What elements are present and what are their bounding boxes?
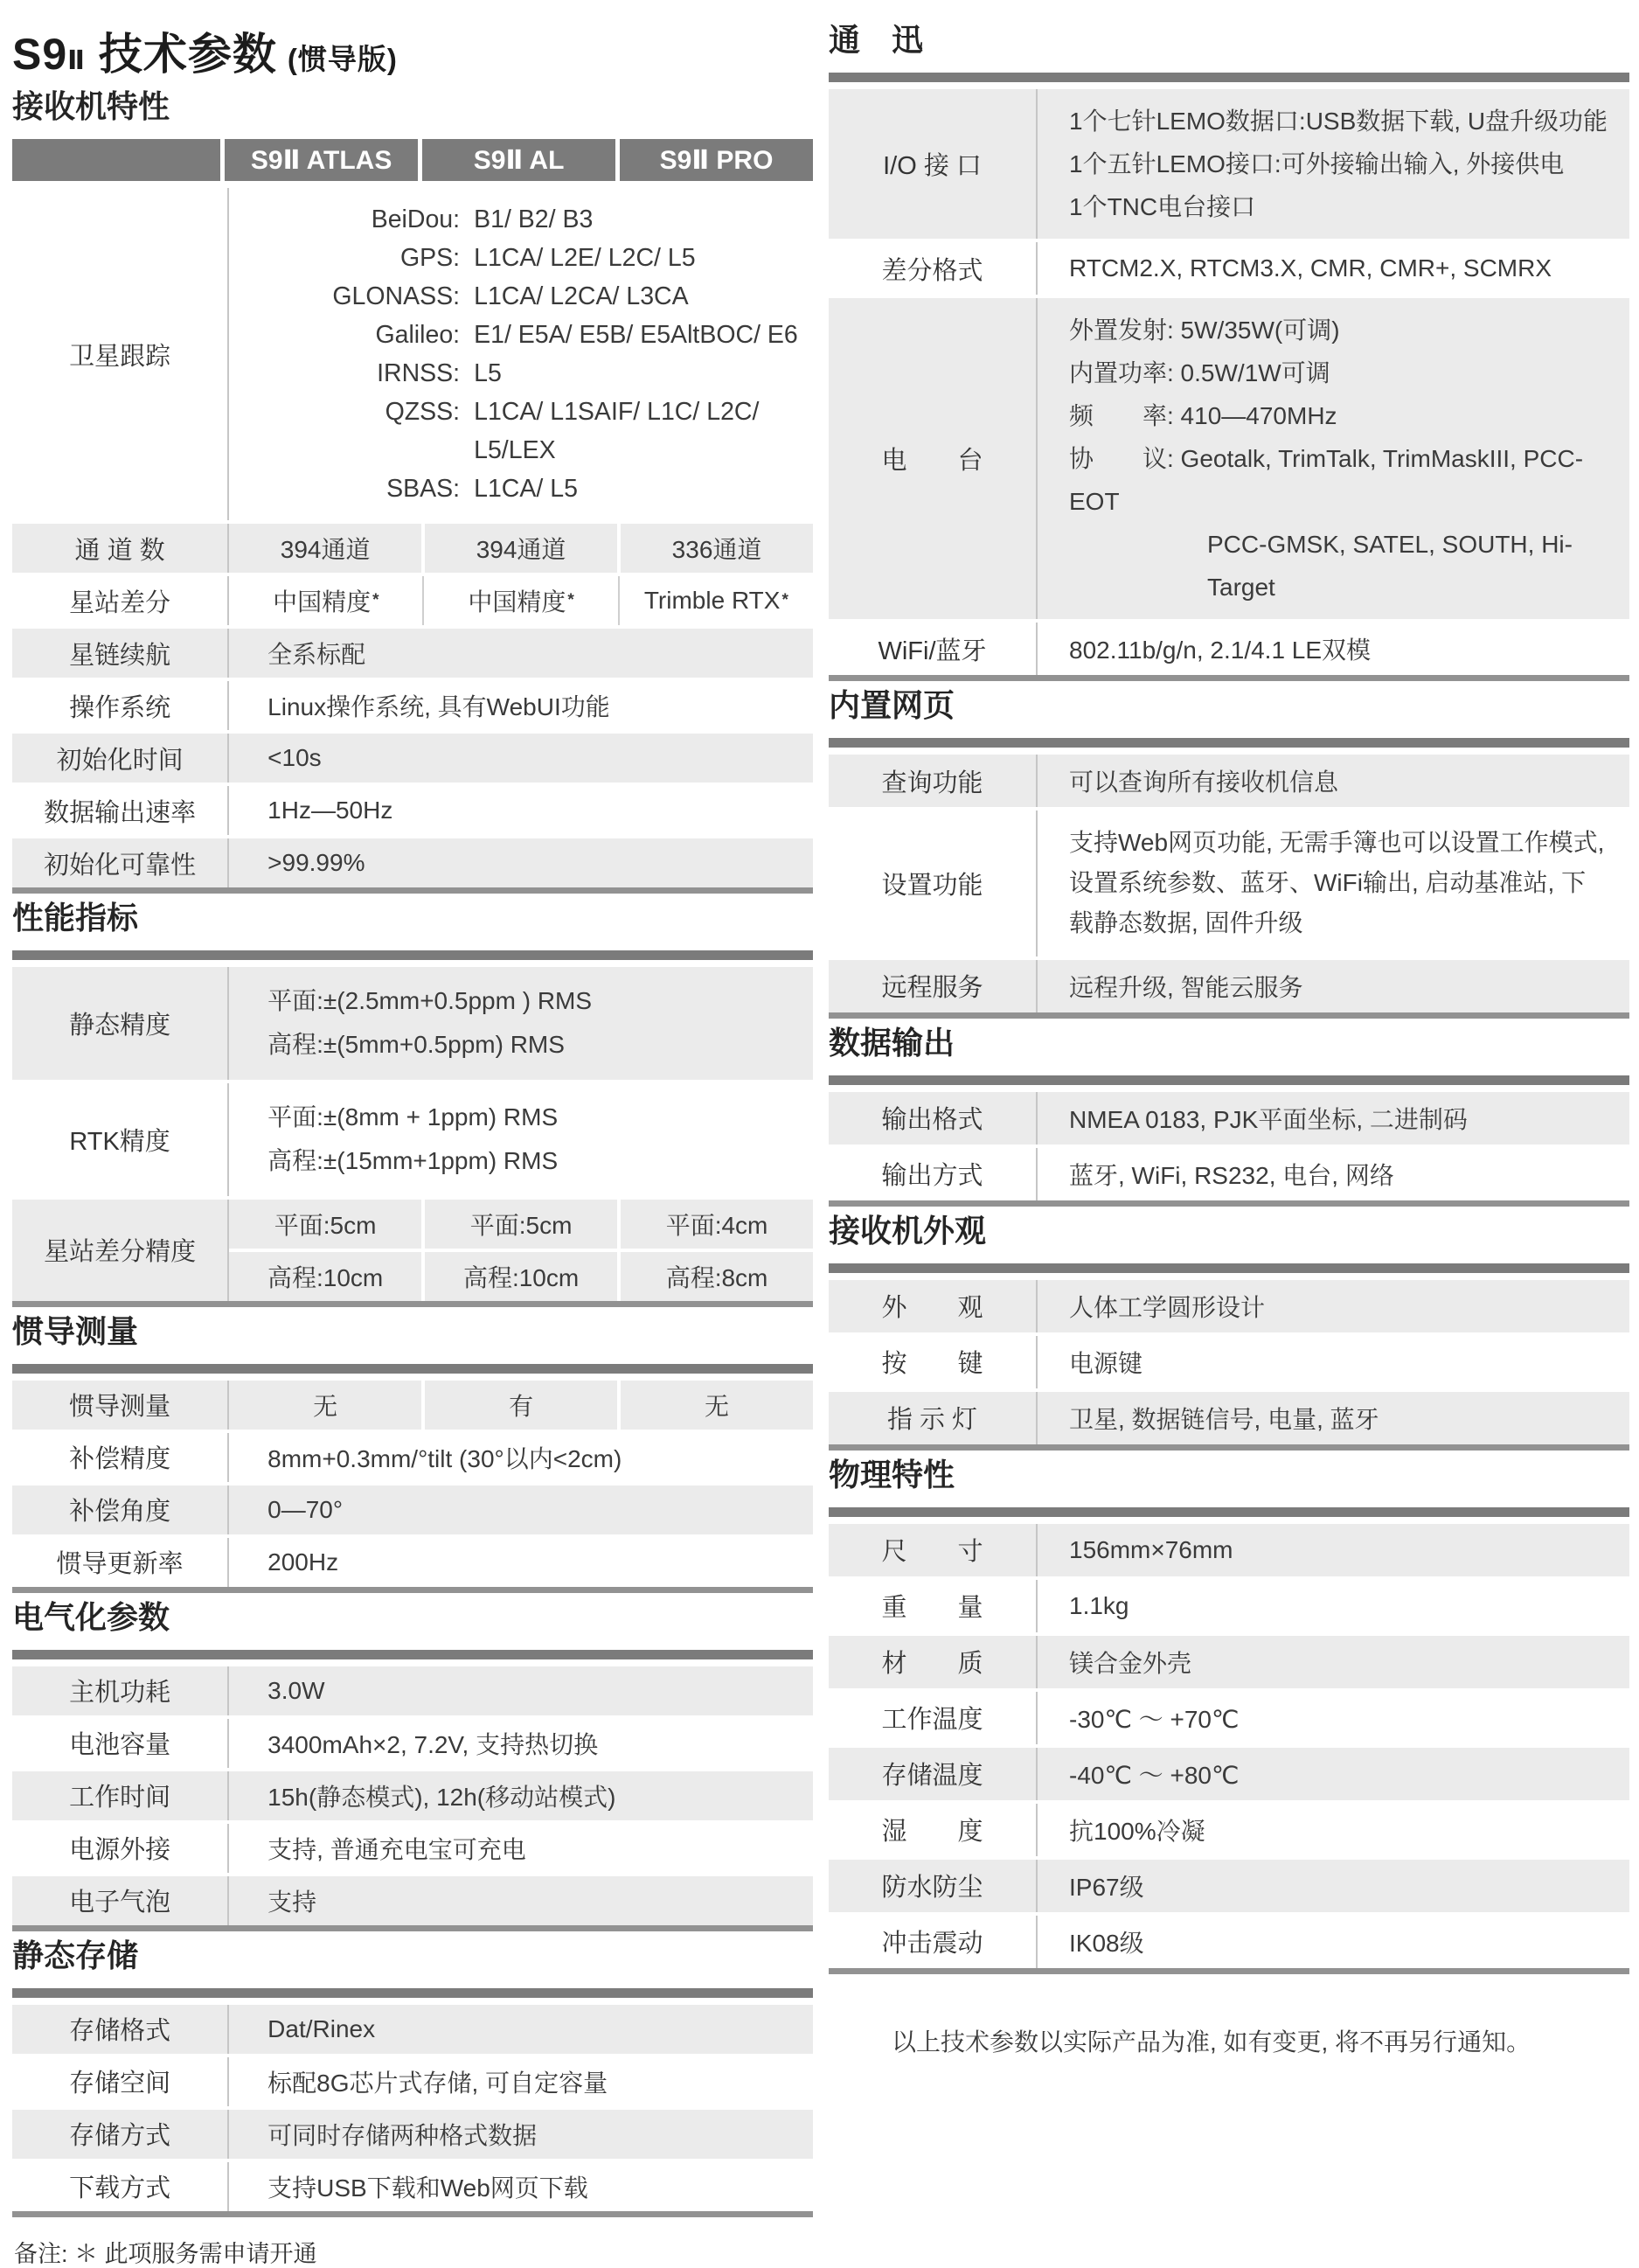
section-heading-storage: 静态存储 [12,1937,139,1973]
row-label: 工作温度 [881,1706,983,1735]
table-row [829,1388,1629,1444]
section-heading-imu: 惯导测量 [12,1312,139,1349]
radio-line: 协 议: Geotalk, TrimTalk, TrimMaskIII, PCC-EOT [1069,445,1584,515]
row-label: 查询功能 [829,755,1036,807]
satellite-line [229,354,806,393]
row-label: 通 道 数 [12,524,227,573]
grid-cell: 高程:8cm [617,1252,813,1301]
value-text: 中国精度 [468,588,566,616]
row-label: 差分格式 [881,256,983,285]
row-label: 外 观 [829,1280,1036,1332]
row-label: 输出方式 [881,1162,983,1191]
table-row [829,1744,1629,1800]
row-label: 补偿角度 [12,1485,227,1534]
satellite-line [229,200,806,239]
table-row [12,1430,813,1482]
grid-cell: 平面:4cm [617,1200,813,1249]
row-label: 按 键 [881,1350,983,1379]
row-value: 支持, 普通充电宝可充电 [227,1824,813,1873]
header-model-al: S9Ⅱ AL [422,139,615,181]
title-roman-numeral: Ⅱ [67,46,86,75]
row-value: 抗100%冷凝 [1036,1804,1629,1856]
value-text: 中国精度 [273,588,372,616]
row-value: <10s [227,734,813,783]
satellite-bands: L5 [474,359,502,387]
header-blank-cell [12,139,220,181]
row-label: 星站差分 [69,588,171,617]
sbas-diff-pro: Trimble RTX * [618,576,813,625]
header-model-pro: S9Ⅱ PRO [620,139,813,181]
row-value [227,967,813,1080]
table-row [12,1482,813,1534]
row-label: 电 台 [829,298,1036,619]
table-row [829,957,1629,1012]
satellite-line [229,393,806,470]
row-label: 电池容量 [69,1731,171,1760]
row-value: 1Hz—50Hz [227,786,813,835]
row-value: -40℃ ～ +80℃ [1036,1748,1629,1800]
section-heading-receiver: 接收机特性 [12,88,170,124]
row-value: RTCM2.X, RTCM3.X, CMR, CMR+, SCMRX [1036,242,1629,295]
row-value: 电源键 [1036,1336,1629,1388]
accuracy-line-vertical: 高程:±(5mm+0.5ppm) RMS [267,1031,565,1059]
table-row-rtk-accuracy [12,1080,813,1196]
row-value: >99.99% [227,838,813,887]
row-label: 星链续航 [12,629,227,678]
physical-table [829,1507,1629,1974]
row-label: 静态精度 [12,967,227,1080]
storage-table [12,1988,813,2217]
satellite-list [227,188,813,520]
title-model: S9 [12,30,68,79]
table-row [829,1277,1629,1332]
table-top-bar [829,1263,1629,1273]
row-value: 802.11b/g/n, 2.1/4.1 LE双模 [1036,623,1629,675]
table-row [829,1576,1629,1632]
table-row-imu-availability [12,1377,813,1430]
row-label: 重 量 [881,1594,983,1623]
row-label: 存储方式 [12,2110,227,2159]
row-label: 卫星跟踪 [69,342,171,371]
satellite-system: GLONASS: [332,282,461,310]
table-row-static-accuracy [12,964,813,1080]
section-heading-output: 数据输出 [829,1024,955,1061]
row-label: 存储格式 [12,2005,227,2054]
table-top-bar [829,73,1629,82]
row-label: 尺 寸 [829,1524,1036,1576]
row-label: 星站差分精度 [12,1200,227,1301]
grid-cell: 高程:10cm [421,1252,617,1301]
satellite-system: BeiDou: [371,205,461,233]
row-value: 0—70° [227,1485,813,1534]
table-row [829,1688,1629,1744]
table-top-bar [12,1650,813,1659]
table-top-bar [829,1507,1629,1517]
io-line: 1个七针LEMO数据口:USB数据下载, U盘升级功能 [1069,108,1608,135]
table-row [12,730,813,783]
row-value: Linux操作系统, 具有WebUI功能 [227,681,813,730]
table-row [12,2001,813,2054]
receiver-table [12,139,813,894]
grid-cell: 高程:10cm [229,1252,421,1301]
satellite-bands: L1CA/ L5 [474,475,578,503]
table-row [12,783,813,835]
table-top-bar [12,1988,813,1998]
table-row-sbas-diff [12,573,813,625]
row-value: 卫星, 数据链信号, 电量, 蓝牙 [1036,1392,1629,1444]
row-value: 8mm+0.3mm/°tilt (30°以内<2cm) [227,1433,813,1482]
row-label: 工作时间 [12,1771,227,1820]
sbas-accuracy-grid [227,1200,813,1301]
table-row [12,1534,813,1587]
row-label: I/O 接 口 [829,89,1036,239]
satellite-line [229,239,806,277]
row-value: 15h(静态模式), 12h(移动站模式) [227,1771,813,1820]
row-label: 下载方式 [69,2174,171,2203]
io-line: 1个五针LEMO接口:可外接输出输入, 外接供电 [1069,150,1565,177]
table-row [12,2054,813,2106]
table-row [829,1144,1629,1200]
comm-table [829,73,1629,681]
row-value: 可以查询所有接收机信息 [1036,755,1629,807]
row-label: 输出格式 [829,1092,1036,1144]
table-row [12,625,813,678]
row-label: 远程服务 [829,960,1036,1012]
row-value: 支持 [227,1876,813,1925]
table-row [12,2159,813,2211]
table-row-diff-format [829,239,1629,295]
satellite-system: QZSS: [385,398,461,426]
io-line: 1个TNC电台接口 [1069,193,1256,220]
row-value [227,1083,813,1196]
row-label: 指 示 灯 [829,1392,1036,1444]
row-value: 1.1kg [1036,1580,1629,1632]
sbas-accuracy-row-horizontal [229,1200,813,1249]
sbas-accuracy-row-vertical [229,1249,813,1301]
sbas-diff-al: 中国精度 * [422,576,617,625]
row-value: 200Hz [227,1538,813,1587]
satellite-bands: E1/ E5A/ E5B/ E5AltBOC/ E6 [474,321,798,349]
table-row-io [829,86,1629,239]
row-label: 冲击震动 [881,1930,983,1958]
grid-cell: 平面:5cm [229,1200,421,1249]
row-label: 操作系统 [69,693,171,722]
row-value: 3.0W [227,1666,813,1715]
left-column [12,19,813,2217]
appearance-table [829,1263,1629,1451]
section-heading-physical: 物理特性 [829,1456,955,1492]
table-row [12,1663,813,1715]
performance-table [12,950,813,1307]
accuracy-line-horizontal: 平面:±(2.5mm+0.5ppm ) RMS [267,987,593,1014]
accuracy-line-horizontal: 平面:±(8mm + 1ppm) RMS [267,1103,559,1131]
table-row [12,1820,813,1873]
row-label: 电子气泡 [12,1876,227,1925]
row-value: 可同时存储两种格式数据 [227,2110,813,2159]
satellite-line [229,470,806,508]
row-value: 镁合金外壳 [1036,1636,1629,1688]
table-row [829,751,1629,807]
row-label: 湿 度 [881,1818,983,1847]
satellite-line [229,277,806,316]
channels-pro: 336通道 [617,524,813,573]
row-label: 惯导测量 [12,1381,227,1430]
table-row [829,1856,1629,1912]
row-label: 补偿精度 [69,1445,171,1474]
satellite-line [229,316,806,354]
row-value: 3400mAh×2, 7.2V, 支持热切换 [227,1719,813,1768]
table-row [829,1800,1629,1856]
row-label: WiFi/蓝牙 [878,637,987,665]
table-row [12,678,813,730]
header-model-atlas: S9Ⅱ ATLAS [225,139,418,181]
satellite-bands: L1CA/ L2CA/ L3CA [474,282,689,310]
table-top-bar [12,950,813,960]
radio-line: 外置发射: 5W/35W(可调) [1069,317,1340,344]
row-label: 数据输出速率 [44,798,197,827]
row-value: 支持Web网页功能, 无需手簿也可以设置工作模式, 设置系统参数、蓝牙、WiFi输出, 启动基准站, 下载静态数据, 固件升级 [1036,810,1629,957]
footnote: 备注: ＊ 此项服务需申请开通 [14,2241,317,2267]
table-row-satellite-tracking [12,184,813,520]
row-label: 初始化时间 [12,734,227,783]
row-label: 电源外接 [69,1836,171,1865]
row-value: IP67级 [1036,1860,1629,1912]
web-table [829,738,1629,1019]
row-value: -30℃ ～ +70℃ [1036,1692,1629,1744]
title-main: 技术参数 [85,30,277,79]
satellite-system: SBAS: [386,475,461,503]
row-value [1036,298,1629,619]
radio-line: 内置功率: 0.5W/1W可调 [1069,359,1330,386]
imu-al: 有 [421,1381,617,1430]
table-row-wifi-bt [829,619,1629,675]
row-value: 156mm×76mm [1036,1524,1629,1576]
satellite-bands: L1CA/ L2E/ L2C/ L5 [474,244,696,272]
satellite-system: IRNSS: [377,359,461,387]
table-row [829,1089,1629,1144]
imu-table [12,1364,813,1593]
row-label: 设置功能 [881,871,983,900]
table-row [829,807,1629,957]
row-label: 惯导更新率 [56,1550,184,1579]
row-value: Dat/Rinex [227,2005,813,2054]
row-value: 支持USB下载和Web网页下载 [227,2162,813,2211]
output-table [829,1075,1629,1207]
channels-al: 394通道 [421,524,617,573]
table-row [12,835,813,887]
table-row [12,1715,813,1768]
section-heading-comm: 通 迅 [829,22,924,58]
row-value: 人体工学圆形设计 [1036,1280,1629,1332]
row-label: 初始化可靠性 [12,838,227,887]
satellite-bands: B1/ B2/ B3 [474,205,594,233]
row-value: IK08级 [1036,1916,1629,1968]
table-row [829,1332,1629,1388]
closing-note: 以上技术参数以实际产品为准, 如有变更, 将不再另行通知。 [892,2028,1531,2056]
table-top-bar [829,738,1629,748]
row-value: 蓝牙, WiFi, RS232, 电台, 网络 [1036,1148,1629,1200]
table-row-channels [12,520,813,573]
table-row [12,2106,813,2159]
satellite-system: GPS: [399,244,461,272]
right-column [829,16,1629,2058]
receiver-table-header [12,139,813,181]
electrical-table [12,1650,813,1931]
table-row [12,1768,813,1820]
section-heading-electrical: 电气化参数 [12,1598,170,1635]
section-heading-appearance: 接收机外观 [829,1212,987,1249]
table-row [829,1520,1629,1576]
section-heading-web: 内置网页 [829,687,955,723]
row-label: 主机功耗 [12,1666,227,1715]
row-label: 防水防尘 [829,1860,1036,1912]
radio-line: 频 率: 410—470MHz [1069,402,1337,429]
sbas-diff-atlas: 中国精度 * [227,576,422,625]
grid-cell: 平面:5cm [421,1200,617,1249]
table-row [829,1632,1629,1688]
row-value: NMEA 0183, PJK平面坐标, 二进制码 [1036,1092,1629,1144]
satellite-system: Galileo: [375,321,461,349]
row-label: RTK精度 [69,1127,170,1156]
imu-pro: 无 [617,1381,813,1430]
imu-atlas: 无 [227,1381,421,1430]
row-label: 存储温度 [829,1748,1036,1800]
section-heading-performance: 性能指标 [12,900,139,936]
table-top-bar [12,1364,813,1374]
title-variant: (惯导版) [287,43,398,75]
table-top-bar [829,1075,1629,1085]
channels-atlas: 394通道 [227,524,421,573]
radio-line-continuation: PCC-GMSK, SATEL, SOUTH, Hi-Target [1207,531,1573,601]
satellite-bands: L1CA/ L1SAIF/ L1C/ L2C/ L5/LEX [474,398,760,464]
page-title [12,19,813,82]
accuracy-line-vertical: 高程:±(15mm+1ppm) RMS [267,1147,559,1175]
row-value [1036,89,1629,239]
row-value: 全系标配 [227,629,813,678]
row-value: 远程升级, 智能云服务 [1036,960,1629,1012]
row-value: 标配8G芯片式存储, 可自定容量 [227,2057,813,2106]
table-row [12,1873,813,1925]
row-label: 材 质 [829,1636,1036,1688]
row-label: 存储空间 [69,2070,171,2098]
value-text: Trimble RTX [643,587,781,614]
table-row [829,1912,1629,1968]
table-row-sbas-accuracy [12,1196,813,1301]
table-row-radio [829,295,1629,619]
